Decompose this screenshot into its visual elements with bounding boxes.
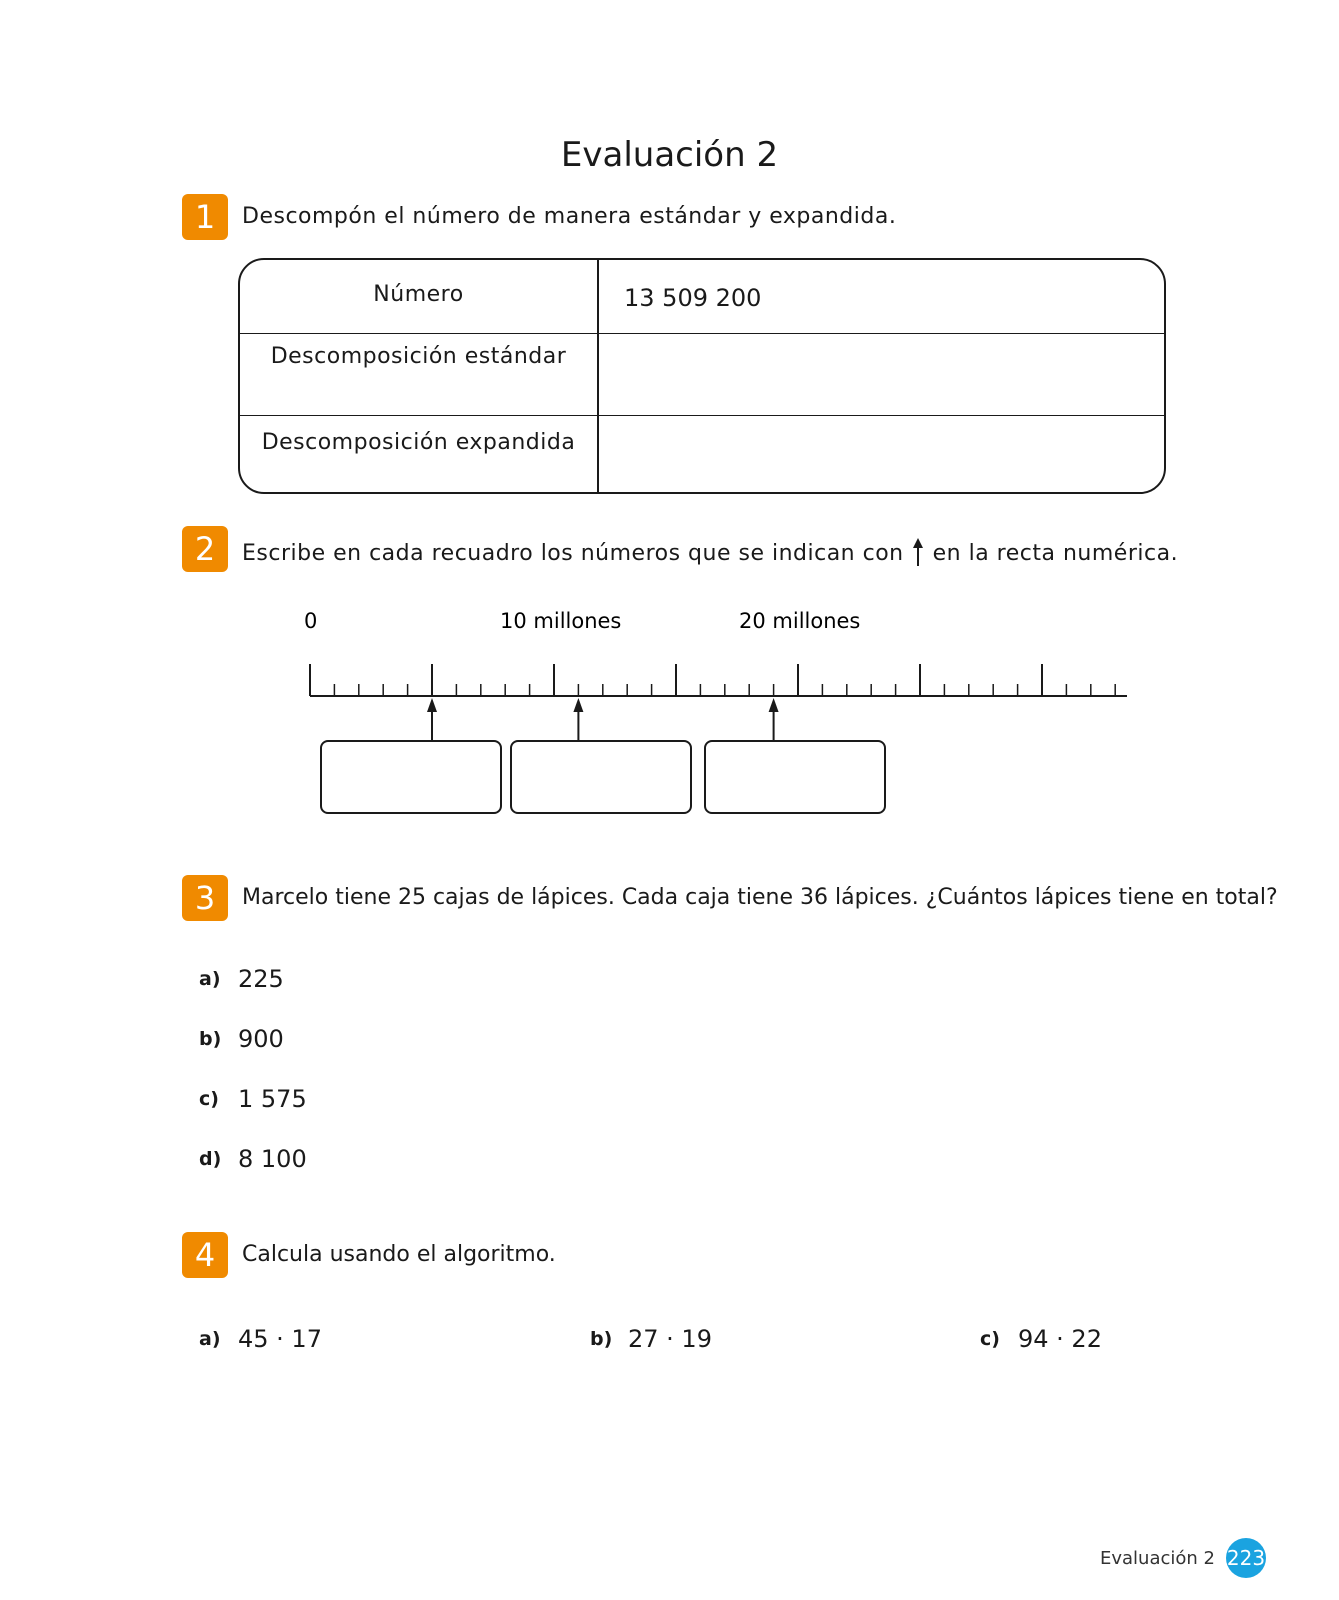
question-4-instruction: Calcula usando el algoritmo. xyxy=(242,1242,556,1267)
answer-box-1[interactable] xyxy=(320,740,502,814)
arrow-2 xyxy=(573,698,583,742)
option-d-value[interactable]: 8 100 xyxy=(238,1145,307,1173)
option-c-value[interactable]: 1 575 xyxy=(238,1085,307,1113)
row-label-numero: Número xyxy=(373,282,464,307)
option-c-letter: c) xyxy=(199,1088,219,1110)
question-3-badge: 3 xyxy=(182,875,228,921)
row-label-standard: Descomposición estándar xyxy=(270,344,567,369)
calc-a-expression: 45 · 17 xyxy=(238,1325,322,1353)
option-a-value[interactable]: 225 xyxy=(238,965,284,993)
instruction-text-start: Escribe en cada recuadro los números que se indican con xyxy=(242,541,904,566)
footer-title: Evaluación 2 xyxy=(1100,1548,1215,1569)
question-1-instruction: Descompón el número de manera estándar y expandida. xyxy=(242,204,897,229)
arrow-3 xyxy=(769,698,779,742)
option-d-letter: d) xyxy=(199,1148,222,1170)
calc-b-letter: b) xyxy=(590,1328,613,1350)
arrow-1 xyxy=(427,698,437,742)
calc-b-expression: 27 · 19 xyxy=(628,1325,712,1353)
number-line-arrows xyxy=(427,698,779,742)
calc-c-expression: 94 · 22 xyxy=(1018,1325,1102,1353)
question-3-instruction: Marcelo tiene 25 cajas de lápices. Cada caja tiene 36 lápices. ¿Cuántos lápices tiene en total? xyxy=(242,885,1278,910)
page-title: Evaluación 2 xyxy=(560,134,779,175)
number-line-label-20-millones: 20 millones xyxy=(739,609,861,633)
number-value: 13 509 200 xyxy=(624,284,762,312)
question-1-badge: 1 xyxy=(182,194,228,240)
option-a-letter: a) xyxy=(199,968,221,990)
number-line-label-0: 0 xyxy=(304,609,318,633)
answer-box-3[interactable] xyxy=(704,740,886,814)
row-label-expanded: Descomposición expandida xyxy=(261,430,576,455)
question-2-badge: 2 xyxy=(182,526,228,572)
answer-box-2[interactable] xyxy=(510,740,692,814)
calc-c-letter: c) xyxy=(980,1328,1000,1350)
option-b-value[interactable]: 900 xyxy=(238,1025,284,1053)
option-b-letter: b) xyxy=(199,1028,222,1050)
calc-a-letter: a) xyxy=(199,1328,221,1350)
number-line-label-10-millones: 10 millones xyxy=(500,609,622,633)
page-number: 223 xyxy=(1226,1538,1266,1578)
instruction-text-end: en la recta numérica. xyxy=(932,541,1179,566)
number-line-ticks xyxy=(310,664,1115,696)
question-4-badge: 4 xyxy=(182,1232,228,1278)
